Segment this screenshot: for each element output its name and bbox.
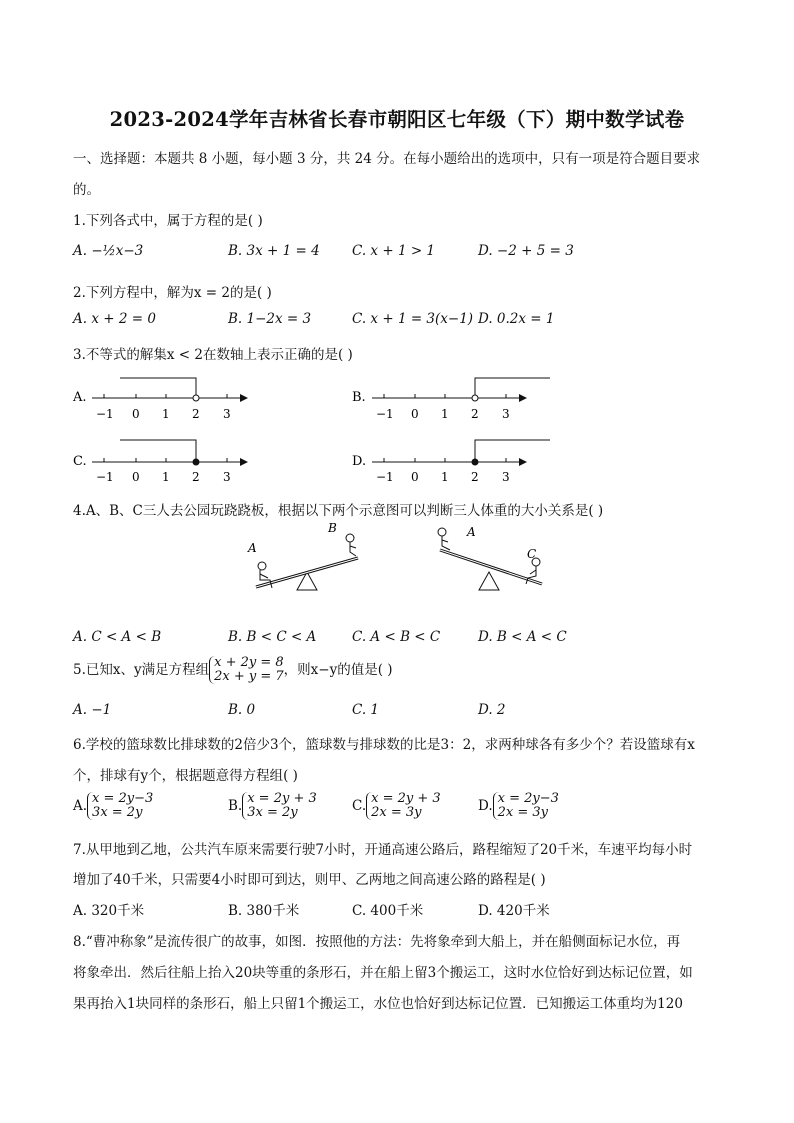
seesaw-left — [247, 521, 358, 590]
system-eq: x = 2y + 3 — [371, 791, 441, 806]
question-7-stem-line2: 增加了40千米，只需要4小时即可到达，则甲、乙两地之间高速公路的路程是( ) — [73, 872, 546, 888]
question-7-option-c: C. 400千米 — [352, 903, 424, 919]
question-1-option-b: B. 3x + 1 = 4 — [228, 243, 320, 259]
system-eq: 2x = 3y — [497, 805, 549, 820]
tick-label: 3 — [223, 470, 231, 484]
seesaw-label-c: C — [527, 547, 537, 561]
question-2-option-a: A. x + 2 = 0 — [73, 311, 156, 327]
tick-label: −1 — [376, 407, 394, 421]
number-line-b — [352, 378, 550, 421]
question-5-eq1: x + 2y = 8 — [214, 655, 284, 670]
question-1-option-a: A. −½x−3 — [73, 243, 144, 259]
tick-label: 2 — [471, 407, 479, 421]
question-4-stem: 4.A、B、C三人去公园玩跷跷板，根据以下两个示意图可以判断三人体重的大小关系是( ) — [73, 503, 604, 519]
question-2-option-c: C. x + 1 = 3(x−1) — [352, 311, 474, 327]
question-5-stem-pre: 5.已知x、y满足方程组 — [73, 662, 210, 678]
question-7-option-d: D. 420千米 — [478, 903, 550, 919]
tick-label: 1 — [162, 407, 170, 421]
question-4-option-a: A. C < A < B — [73, 629, 162, 645]
number-line-a — [72, 378, 248, 421]
ticks-a — [104, 394, 227, 398]
tick-label: 2 — [471, 470, 479, 484]
tick-label: 2 — [192, 470, 200, 484]
question-6-option-b — [228, 792, 317, 820]
tick-label: 3 — [502, 470, 510, 484]
option-label: A. — [73, 798, 88, 814]
seesaw-right — [438, 525, 542, 590]
question-4-option-b: B. B < C < A — [228, 629, 317, 645]
tick-label: −1 — [376, 470, 394, 484]
option-label: C. — [352, 798, 367, 814]
question-5-stem-post: ，则x−y的值是( ) — [283, 662, 393, 678]
number-line-d — [352, 440, 550, 484]
question-7-option-b: B. 380千米 — [228, 903, 300, 919]
question-5-option-c: C. 1 — [352, 702, 380, 718]
question-8-stem-line3: 果再抬入1块同样的条形石，船上只留1个搬运工，水位也恰好到达标记位置．已知搬运工体重均为120 — [73, 996, 683, 1012]
question-4-option-d: D. B < A < C — [478, 629, 567, 645]
seesaw-label-a: A — [248, 541, 257, 555]
question-5-stem — [73, 656, 393, 684]
option-system — [493, 792, 559, 820]
question-1-option-c: C. x + 1 > 1 — [352, 243, 436, 259]
question-6-option-a — [73, 792, 153, 820]
option-label: D. — [478, 798, 493, 814]
option-a-label: A. — [73, 390, 87, 405]
option-system — [87, 792, 153, 820]
option-system — [366, 792, 441, 820]
tick-label: 1 — [162, 470, 170, 484]
tick-label: 0 — [411, 407, 419, 421]
system-eq: x = 2y−3 — [92, 791, 154, 806]
section-heading: 一、选择题：本题共 8 小题，每小题 3 分，共 24 分。在每小题给出的选项中，只有一项是符合题目要求 — [73, 151, 701, 167]
page-title: 2023-2024学年吉林省长春市朝阳区七年级（下）期中数学试卷 — [109, 108, 685, 131]
question-1-option-d: D. −2 + 5 = 3 — [478, 243, 574, 259]
option-system — [242, 792, 317, 820]
question-6-option-d — [478, 792, 559, 820]
tick-label: 0 — [132, 470, 140, 484]
question-6-stem-line2: 个，排球有y个，根据题意得方程组( ) — [73, 768, 298, 784]
tick-label: 0 — [132, 407, 140, 421]
option-d-label: D. — [352, 454, 367, 469]
question-6-stem-line1: 6.学校的篮球数比排球数的2倍少3个，篮球数与排球数的比是3：2，求两种球各有多少个？若设篮球有x — [73, 737, 695, 753]
question-8-stem-line2: 将象牵出．然后往船上抬入20块等重的条形石，并在船上留3个搬运工，这时水位恰好到达标记位置，如 — [73, 965, 693, 981]
question-7-option-a: A. 320千米 — [73, 903, 145, 919]
tick-label: −1 — [96, 470, 114, 484]
question-5-option-b: B. 0 — [228, 702, 256, 718]
tick-label: −1 — [96, 407, 114, 421]
seesaw-label-a2: A — [467, 525, 476, 539]
option-b-label: B. — [352, 390, 366, 405]
system-eq: 3x = 2y — [92, 805, 143, 820]
section-heading-cont: 的。 — [73, 182, 100, 198]
tick-label: 3 — [223, 407, 231, 421]
seesaw-figures — [230, 518, 560, 598]
system-eq: x = 2y + 3 — [247, 791, 317, 806]
question-2-stem: 2.下列方程中，解为x = 2的是( ) — [73, 285, 272, 301]
question-3-number-lines — [0, 370, 794, 490]
question-3-stem: 3.不等式的解集x < 2在数轴上表示正确的是( ) — [73, 347, 353, 363]
question-2-option-b: B. 1−2x = 3 — [228, 311, 312, 327]
question-5-eq2: 2x + y = 7 — [214, 669, 284, 684]
question-5-option-a: A. −1 — [73, 702, 112, 718]
seesaw-label-b: B — [328, 521, 337, 535]
system-eq: 2x = 3y — [371, 805, 422, 820]
tick-label: 3 — [502, 407, 510, 421]
tick-label: 0 — [411, 470, 419, 484]
tick-label: 1 — [441, 407, 449, 421]
question-1-stem: 1.下列各式中，属于方程的是( ) — [73, 213, 263, 229]
question-6-option-c — [352, 792, 441, 820]
question-8-stem-line1: 8.“曹冲称象”是流传很广的故事，如图．按照他的方法：先将象牵到大船上，并在船侧面标记水位，再 — [73, 934, 681, 950]
question-2-option-d: D. 0.2x = 1 — [478, 311, 555, 327]
tick-label: 2 — [192, 407, 200, 421]
option-label: B. — [228, 798, 243, 814]
question-7-stem-line1: 7.从甲地到乙地，公共汽车原来需要行驶7小时，开通高速公路后，路程缩短了20千米，车速平均每小时 — [73, 842, 693, 858]
number-line-c — [73, 440, 248, 484]
tick-label: 1 — [441, 470, 449, 484]
system-eq: 3x = 2y — [247, 805, 298, 820]
question-4-option-c: C. A < B < C — [352, 629, 441, 645]
question-5-system — [209, 656, 284, 684]
system-eq: x = 2y−3 — [497, 791, 559, 806]
option-c-label: C. — [73, 454, 87, 469]
question-5-option-d: D. 2 — [478, 702, 506, 718]
